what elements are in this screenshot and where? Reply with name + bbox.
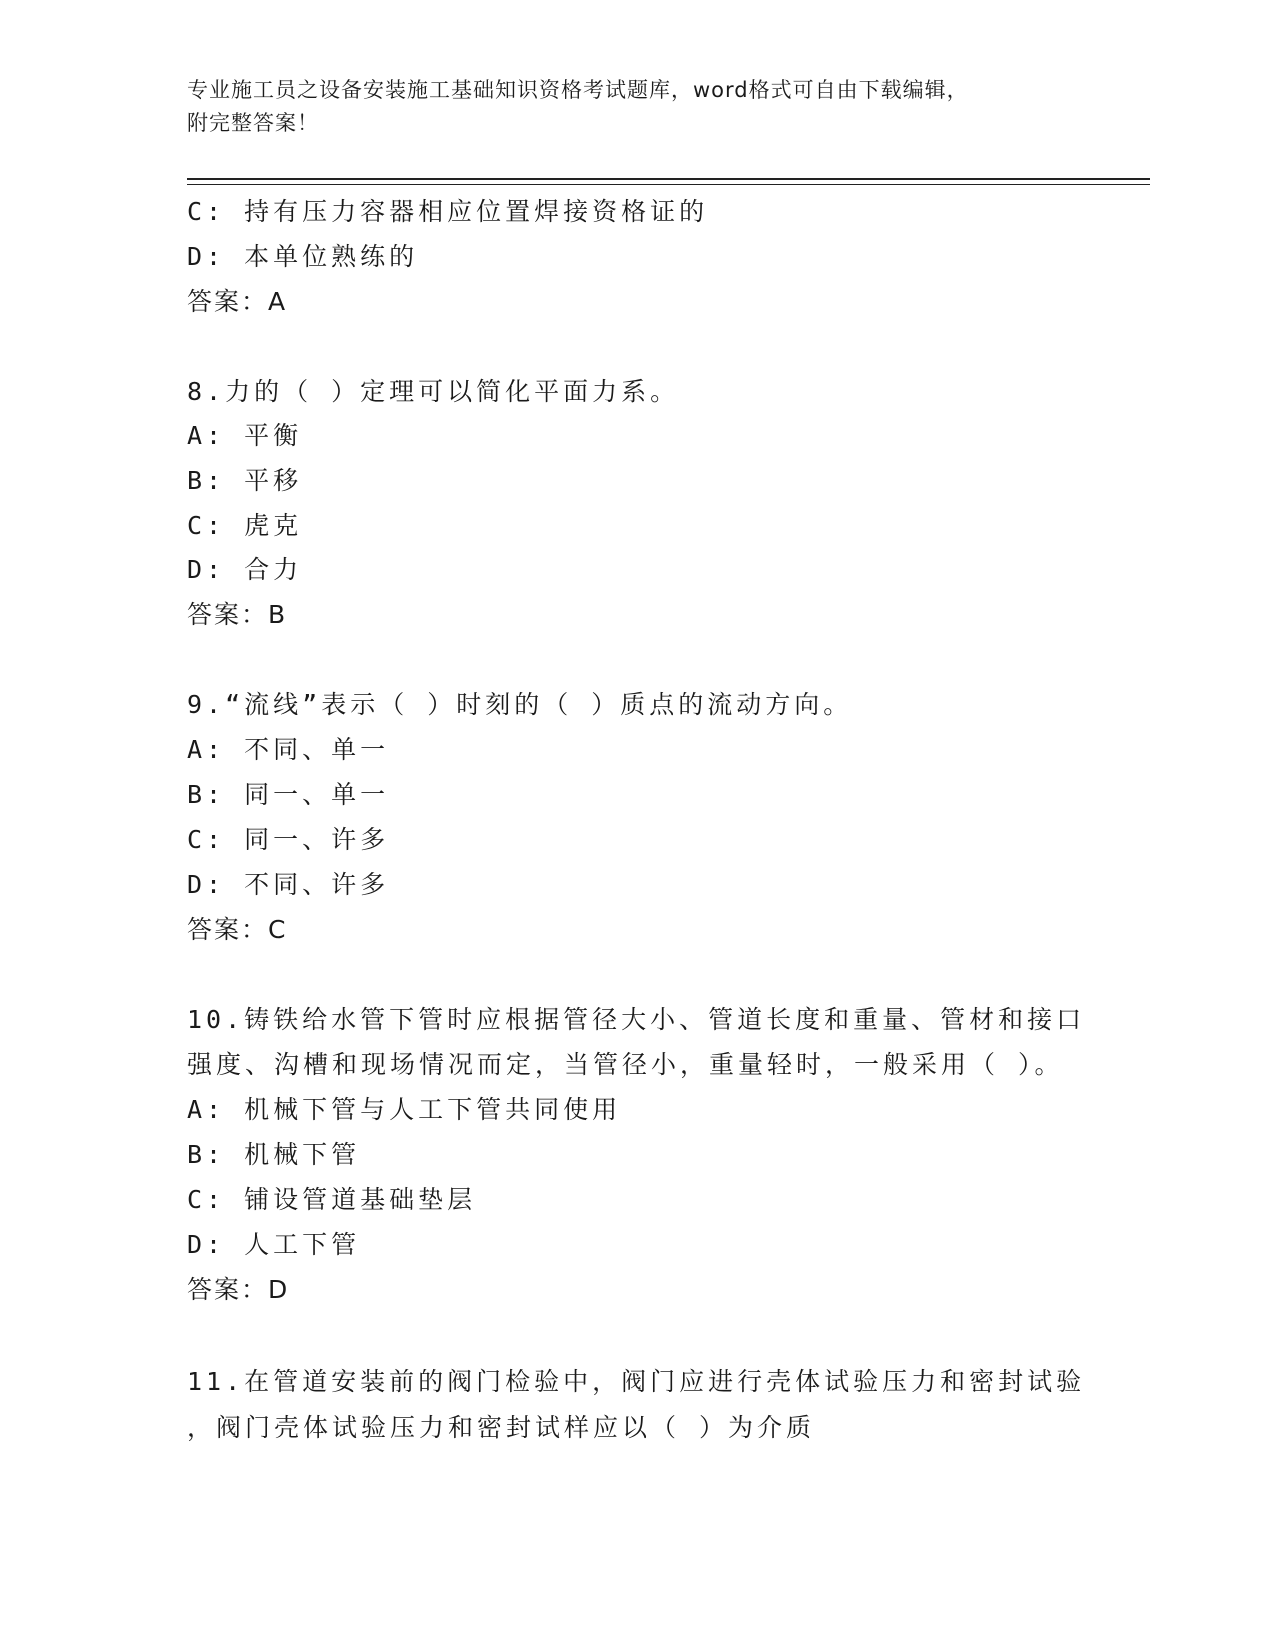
header-line-1: 专业施工员之设备安装施工基础知识资格考试题库，word格式可自由下载编辑， — [187, 78, 969, 102]
q8-option-a: A: 平衡 — [187, 421, 303, 450]
q8-option-c: C: 虎克 — [187, 511, 303, 540]
q9-option-a: A: 不同、单一 — [187, 735, 390, 764]
q9-option-d: D: 不同、许多 — [187, 870, 390, 899]
q9-answer: 答案：C — [187, 915, 288, 944]
q11-stem-line-2: ，阀门壳体试验压力和密封试样应以（ ）为介质 — [187, 1413, 816, 1442]
q9-option-c: C: 同一、许多 — [187, 825, 390, 854]
q8-stem: 8.力的（ ）定理可以简化平面力系。 — [187, 377, 680, 406]
q10-option-a: A: 机械下管与人工下管共同使用 — [187, 1095, 622, 1124]
header-line-2: 附完整答案！ — [187, 111, 319, 135]
header-divider-thin — [187, 184, 1150, 185]
q8-option-b: B: 平移 — [187, 466, 303, 495]
q7-option-d: D: 本单位熟练的 — [187, 242, 419, 271]
q10-answer: 答案：D — [187, 1275, 290, 1304]
q10-option-b: B: 机械下管 — [187, 1140, 361, 1169]
q7-answer: 答案：A — [187, 287, 288, 316]
q10-option-d: D: 人工下管 — [187, 1230, 361, 1259]
q10-option-c: C: 铺设管道基础垫层 — [187, 1185, 477, 1214]
document-header — [187, 74, 1087, 140]
q9-stem: 9.“流线”表示（ ）时刻的（ ）质点的流动方向。 — [187, 690, 853, 719]
q8-answer: 答案：B — [187, 600, 288, 629]
header-divider-thick — [187, 178, 1150, 180]
q8-option-d: D: 合力 — [187, 555, 303, 584]
q9-option-b: B: 同一、单一 — [187, 780, 390, 809]
q10-stem-line-2: 强度、沟槽和现场情况而定，当管径小，重量轻时，一般采用（ ）。 — [187, 1050, 1064, 1079]
q10-stem-line-1: 10.铸铁给水管下管时应根据管径大小、管道长度和重量、管材和接口 — [187, 1005, 1086, 1034]
q11-stem-line-1: 11.在管道安装前的阀门检验中，阀门应进行壳体试验压力和密封试验 — [187, 1367, 1086, 1396]
q7-option-c: C: 持有压力容器相应位置焊接资格证的 — [187, 197, 709, 226]
